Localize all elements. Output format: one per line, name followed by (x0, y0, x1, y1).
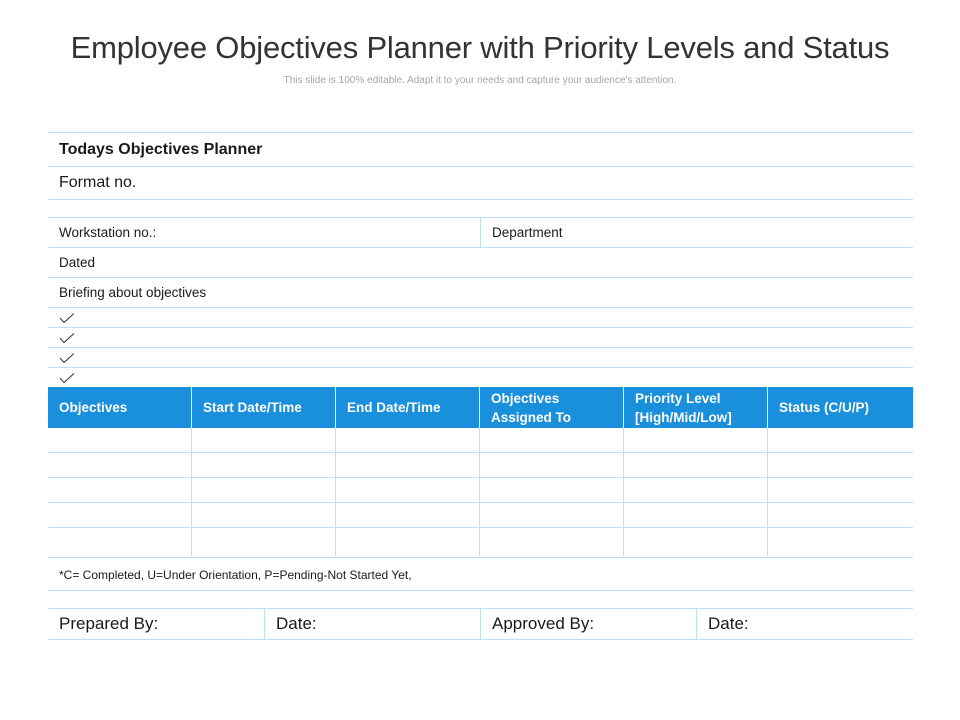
format-no-label: Format no. (59, 174, 137, 191)
checklist-item[interactable] (48, 328, 913, 348)
table-cell[interactable] (48, 528, 192, 557)
format-no-row[interactable] (48, 167, 913, 200)
workstation-department-row (48, 218, 913, 248)
checkmark-icon (48, 348, 78, 367)
table-cell[interactable] (624, 528, 768, 557)
spacer-row (48, 591, 913, 609)
table-row (48, 478, 913, 503)
prepared-date-label: Date: (276, 614, 317, 633)
table-row (48, 428, 913, 453)
table-cell[interactable] (480, 428, 624, 452)
table-cell[interactable] (192, 478, 336, 502)
column-header-objectives: Objectives (48, 387, 192, 428)
department-field[interactable] (480, 218, 913, 247)
approved-by-field[interactable] (480, 609, 696, 639)
checkmark-icon (48, 308, 78, 327)
table-cell[interactable] (768, 503, 913, 527)
table-row (48, 453, 913, 478)
table-row (48, 503, 913, 528)
table-cell[interactable] (48, 428, 192, 452)
signature-row (48, 609, 913, 640)
prepared-by-field[interactable] (48, 609, 264, 639)
table-cell[interactable] (336, 453, 480, 477)
column-header-end-date: End Date/Time (336, 387, 480, 428)
briefing-label: Briefing about objectives (59, 285, 207, 300)
dated-row[interactable] (48, 248, 913, 278)
table-cell[interactable] (336, 478, 480, 502)
table-cell[interactable] (768, 528, 913, 557)
column-header-start-date: Start Date/Time (192, 387, 336, 428)
workstation-field[interactable] (48, 218, 480, 247)
table-cell[interactable] (336, 528, 480, 557)
table-cell[interactable] (480, 503, 624, 527)
prepared-by-label: Prepared By: (59, 614, 159, 633)
table-row (48, 528, 913, 558)
table-cell[interactable] (768, 428, 913, 452)
approved-by-label: Approved By: (492, 614, 595, 633)
checklist-item[interactable] (48, 348, 913, 368)
table-cell[interactable] (336, 428, 480, 452)
table-cell[interactable] (192, 528, 336, 557)
column-header-status: Status (C/U/P) (779, 400, 870, 415)
table-cell[interactable] (624, 503, 768, 527)
table-cell[interactable] (192, 428, 336, 452)
workstation-label: Workstation no.: (59, 225, 157, 240)
checkmark-icon (48, 328, 78, 347)
table-cell[interactable] (768, 478, 913, 502)
checklist-item[interactable] (48, 368, 913, 388)
table-cell[interactable] (624, 453, 768, 477)
approved-date-label: Date: (708, 614, 749, 633)
checkmark-icon (48, 369, 78, 388)
checklist-item[interactable] (48, 308, 913, 328)
status-legend-row (48, 559, 913, 591)
form-heading-row (48, 132, 913, 167)
table-cell[interactable] (192, 453, 336, 477)
table-cell[interactable] (336, 503, 480, 527)
table-cell[interactable] (48, 503, 192, 527)
table-cell[interactable] (480, 453, 624, 477)
status-legend-note: *C= Completed, U=Under Orientation, P=Pending-Not Started Yet, (59, 567, 412, 582)
spacer-row (48, 200, 913, 218)
table-cell[interactable] (48, 478, 192, 502)
table-cell[interactable] (192, 503, 336, 527)
dated-label: Dated (59, 255, 96, 270)
approved-date-field[interactable] (696, 609, 913, 639)
table-cell[interactable] (48, 453, 192, 477)
briefing-row (48, 278, 913, 308)
form-heading: Todays Objectives Planner (59, 140, 263, 158)
prepared-date-field[interactable] (264, 609, 480, 639)
table-cell[interactable] (624, 428, 768, 452)
table-cell[interactable] (480, 478, 624, 502)
objectives-table-body (48, 428, 913, 558)
table-cell[interactable] (480, 528, 624, 557)
column-header-assigned-to: Objectives Assigned To (480, 387, 624, 428)
page-subtitle: This slide is 100% editable. Adapt it to your needs and capture your audience's attention. (283, 75, 677, 86)
table-cell[interactable] (768, 453, 913, 477)
objectives-table-header (48, 387, 913, 428)
column-header-priority-level: Priority Level [High/Mid/Low] (624, 387, 768, 428)
table-cell[interactable] (624, 478, 768, 502)
page-title: Employee Objectives Planner with Priority Levels and Status (70, 30, 890, 65)
department-label: Department (492, 225, 563, 240)
